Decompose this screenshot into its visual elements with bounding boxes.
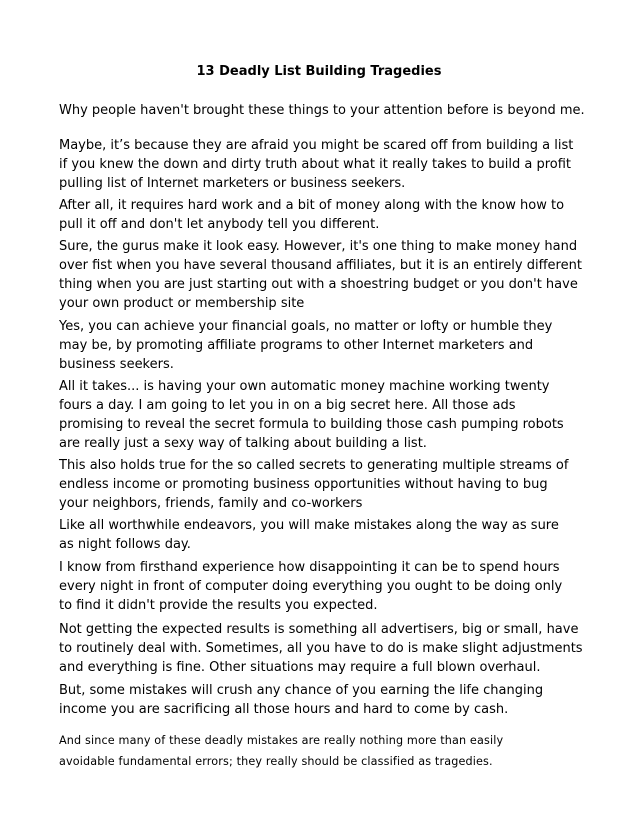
paragraph-line: promising to reveal the secret formula to building those cash pumping robots	[59, 417, 564, 432]
document-title: 13 Deadly List Building Tragedies	[196, 64, 442, 79]
paragraph-line: This also holds true for the so called secrets to generating multiple streams of	[59, 458, 569, 473]
paragraph-line: fours a day. I am going to let you in on a big secret here. All those ads	[59, 398, 516, 413]
paragraph	[59, 681, 543, 719]
paragraph-line: thing when you are just starting out with a shoestring budget or you don't have	[59, 277, 578, 292]
paragraph-line: Not getting the expected results is something all advertisers, big or small, have	[59, 622, 579, 637]
paragraph	[59, 516, 559, 554]
paragraph-line: your own product or membership site	[59, 296, 305, 311]
paragraph-line: as night follows day.	[59, 537, 191, 552]
paragraph	[59, 136, 573, 193]
paragraph-line: After all, it requires hard work and a bit of money along with the know how to	[59, 198, 565, 213]
paragraph-line: Like all worthwhile endeavors, you will make mistakes along the way as sure	[59, 518, 559, 533]
paragraph-line: And since many of these deadly mistakes are really nothing more than easily	[59, 734, 504, 747]
paragraph	[59, 558, 562, 615]
paragraph	[59, 456, 568, 513]
paragraph-line: are really just a sexy way of talking about building a list.	[59, 436, 427, 451]
paragraph-line: and everything is fine. Other situations may require a full blown overhaul.	[59, 660, 541, 675]
paragraph	[59, 620, 583, 677]
paragraph-line: endless income or promoting business opportunities without having to bug	[59, 477, 548, 492]
paragraph-line: Yes, you can achieve your financial goals, no matter or lofty or humble they	[59, 319, 553, 334]
paragraph-line: All it takes... is having your own automatic money machine working twenty	[59, 379, 550, 394]
paragraph-line: to routinely deal with. Sometimes, all you have to do is make slight adjustments	[59, 641, 583, 656]
paragraph-line: avoidable fundamental errors; they really should be classified as tragedies.	[59, 755, 493, 768]
paragraph	[59, 730, 503, 772]
paragraph-line: pull it off and don't let anybody tell you different.	[59, 217, 380, 232]
paragraph	[59, 317, 552, 374]
paragraph-line: But, some mistakes will crush any chance of you earning the life changing	[59, 683, 544, 698]
paragraph-line: Sure, the gurus make it look easy. However, it's one thing to make money hand	[59, 239, 578, 254]
paragraph-line: business seekers.	[59, 357, 174, 372]
paragraph	[59, 196, 564, 234]
paragraph-line: Maybe, it’s because they are afraid you might be scared off from building a list	[59, 138, 574, 153]
paragraph-line: over fist when you have several thousand affiliates, but it is an entirely different	[59, 258, 582, 273]
paragraph-line: pulling list of Internet marketers or business seekers.	[59, 176, 406, 191]
paragraph-line: your neighbors, friends, family and co-workers	[59, 496, 363, 511]
paragraph-line: may be, by promoting affiliate programs to other Internet marketers and	[59, 338, 534, 353]
paragraph-line: to find it didn't provide the results you expected.	[59, 598, 378, 613]
paragraph	[59, 101, 585, 120]
paragraph-line: income you are sacrificing all those hours and hard to come by cash.	[59, 702, 509, 717]
paragraph-line: every night in front of computer doing everything you ought to be doing only	[59, 579, 563, 594]
paragraph-line: I know from firsthand experience how disappointing it can be to spend hours	[59, 560, 560, 575]
paragraph	[59, 377, 564, 453]
paragraph	[59, 237, 582, 313]
paragraph-line: Why people haven't brought these things to your attention before is beyond me.	[59, 103, 585, 118]
paragraph-line: if you knew the down and dirty truth about what it really takes to build a profit	[59, 157, 572, 172]
